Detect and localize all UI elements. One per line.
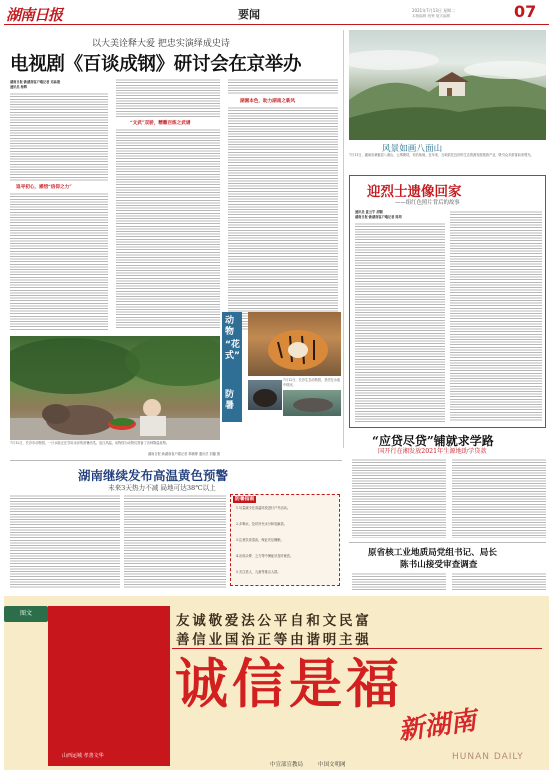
ad-footer-right: 中国文明网 [318, 762, 346, 768]
lead-body-col1b [10, 192, 108, 330]
issue-line: 2021年7月13日 星期二 [412, 8, 456, 13]
lead-byline-1: 湖南日报·新湖南客户端记者 邓晶琎 [10, 80, 61, 84]
vertical-tag-line2: “花式” [225, 340, 240, 361]
vertical-tag-line3: 防暑 [225, 390, 235, 411]
cadre-body-col1 [352, 572, 446, 592]
column-divider [343, 30, 344, 448]
seal-scene [283, 390, 341, 416]
lead-byline-2: 通讯员 杨辉 [10, 85, 28, 89]
lead-body-col3a [228, 78, 338, 94]
red-box-headline: 迎烈士遗像回家 [367, 184, 462, 200]
ad-footer-left: 中宣部宣教局 [270, 762, 304, 768]
ad-slogan-line2: 善信业国治正等由谐明主强 [176, 632, 372, 648]
heat-body-col2 [124, 494, 226, 588]
red-box-byline-2: 湖南日报·新湖南客户端记者 陈昂 [355, 215, 402, 219]
lead-body-col2b [116, 128, 220, 330]
heat-tip-2: 2.多喝水，及时补充水分和电解质。 [236, 522, 287, 526]
capybara-credit: 湖南日报·新湖南客户端记者 辜鹏博 通讯员 刘璐 摄 [147, 452, 220, 456]
ad-watermark: HUNAN DAILY [452, 752, 524, 762]
rally-body-col2 [452, 458, 546, 538]
lead-body-col1a [10, 92, 108, 182]
heat-headline: 湖南继续发布高温黄色预警 [78, 468, 229, 483]
ad-big-title: 诚信是福 [175, 654, 403, 715]
capybara-scene [10, 336, 220, 440]
red-box-body-col2 [450, 210, 542, 422]
red-box-byline: 通讯员 夏云宇 胡钢 [355, 210, 383, 214]
mountain-photo [349, 30, 546, 140]
lead-headline: 电视剧《百谈成钢》研讨会在京举办 [10, 54, 302, 75]
ad-stamp [4, 606, 48, 622]
ad-brand-script: 新湖南 [396, 705, 479, 747]
seal-photo [283, 390, 341, 416]
cadre-body-col2 [452, 572, 546, 592]
bear-scene [248, 380, 282, 410]
heat-tip-3: 3.注意饮食清淡，保证充足睡眠。 [236, 538, 284, 542]
heat-tip-1: 1.尽量减少在高温时段进行户外活动。 [236, 506, 291, 510]
ad-stamp-text: 图文 [19, 610, 32, 617]
heat-tip-4: 4.出现头晕、乏力等中暑症状及时就医。 [236, 554, 294, 558]
editor-line: 本版编辑 统筹 版式编辑 [412, 14, 451, 18]
tiger-photo [248, 312, 341, 376]
heat-subhead: 未来3天热力不减 局地可达38℃以上 [108, 484, 216, 492]
capybara-caption: 7月12日，长沙市动物园，一只水豚正在享用冰凉的消暑西瓜。连日高温，动物园为动物们准备了各种降温食物。 [10, 441, 170, 445]
ad-slogan-rule [172, 648, 542, 649]
masthead-rule [4, 24, 549, 25]
red-box-body-col1 [355, 222, 445, 422]
lead-subhead-2: “文武”双骄，精雕百炼之武谱 [130, 121, 191, 126]
tiger-scene [248, 312, 341, 376]
heat-tip-5: 5.关注老人、儿童等重点人群。 [236, 570, 281, 574]
lead-body-col3b [228, 106, 338, 330]
tiger-caption: 7月12日，长沙生态动物园，老虎在水池中纳凉。 [283, 378, 341, 387]
cadre-headline-1: 原省核工业地质局党组书记、局长 [368, 548, 497, 558]
lead-subhead-3: 湖湘本色，助力湖南之新风 [240, 99, 296, 104]
rally-body-col1 [352, 458, 446, 538]
cadre-headline-2: 陈书山接受审查调查 [400, 560, 478, 570]
heat-body-col1 [10, 494, 120, 588]
mountain-caption: 7月11日，湖南省桑植县八面山，云雾缭绕，宛若仙境。近年来，当地依托良好的生态资源发展旅游产业，吸引众多游客前来观光。 [349, 153, 534, 157]
ad-slogan-line1: 友诚敬爱法公平自和文民富 [176, 613, 372, 629]
vertical-tag-line1: 动物 [225, 316, 235, 337]
mountain-title: 风景如画八面山 [382, 144, 443, 154]
rally-headline: “应贷尽贷”铺就求学路 [372, 434, 494, 448]
rally-subhead: 国开行在湘发放2021年生源地助学贷款 [378, 448, 487, 455]
heat-tips-title: 防暑指南 [235, 497, 255, 502]
lead-body-col2a [116, 78, 220, 118]
bear-photo [248, 380, 282, 410]
lead-subhead-1: 追寻初心，感悟“信仰之力” [16, 185, 72, 190]
lead-kicker: 以大美诠释大爱 把忠实演绎成史诗 [92, 39, 230, 49]
red-box-subhead: ——组红色照片背后的故事 [395, 200, 460, 206]
heat-rule [10, 460, 342, 461]
section-title: 要闻 [238, 8, 260, 21]
page-number: 07 [514, 2, 537, 21]
mountain-scene [349, 30, 546, 140]
capybara-photo [10, 336, 220, 440]
ad-left-panel [48, 606, 170, 766]
masthead-logo: 湖南日报 [6, 6, 63, 24]
cadre-rule [349, 542, 546, 543]
ad-left-caption: 山西运城 孝善文华 [62, 753, 104, 759]
